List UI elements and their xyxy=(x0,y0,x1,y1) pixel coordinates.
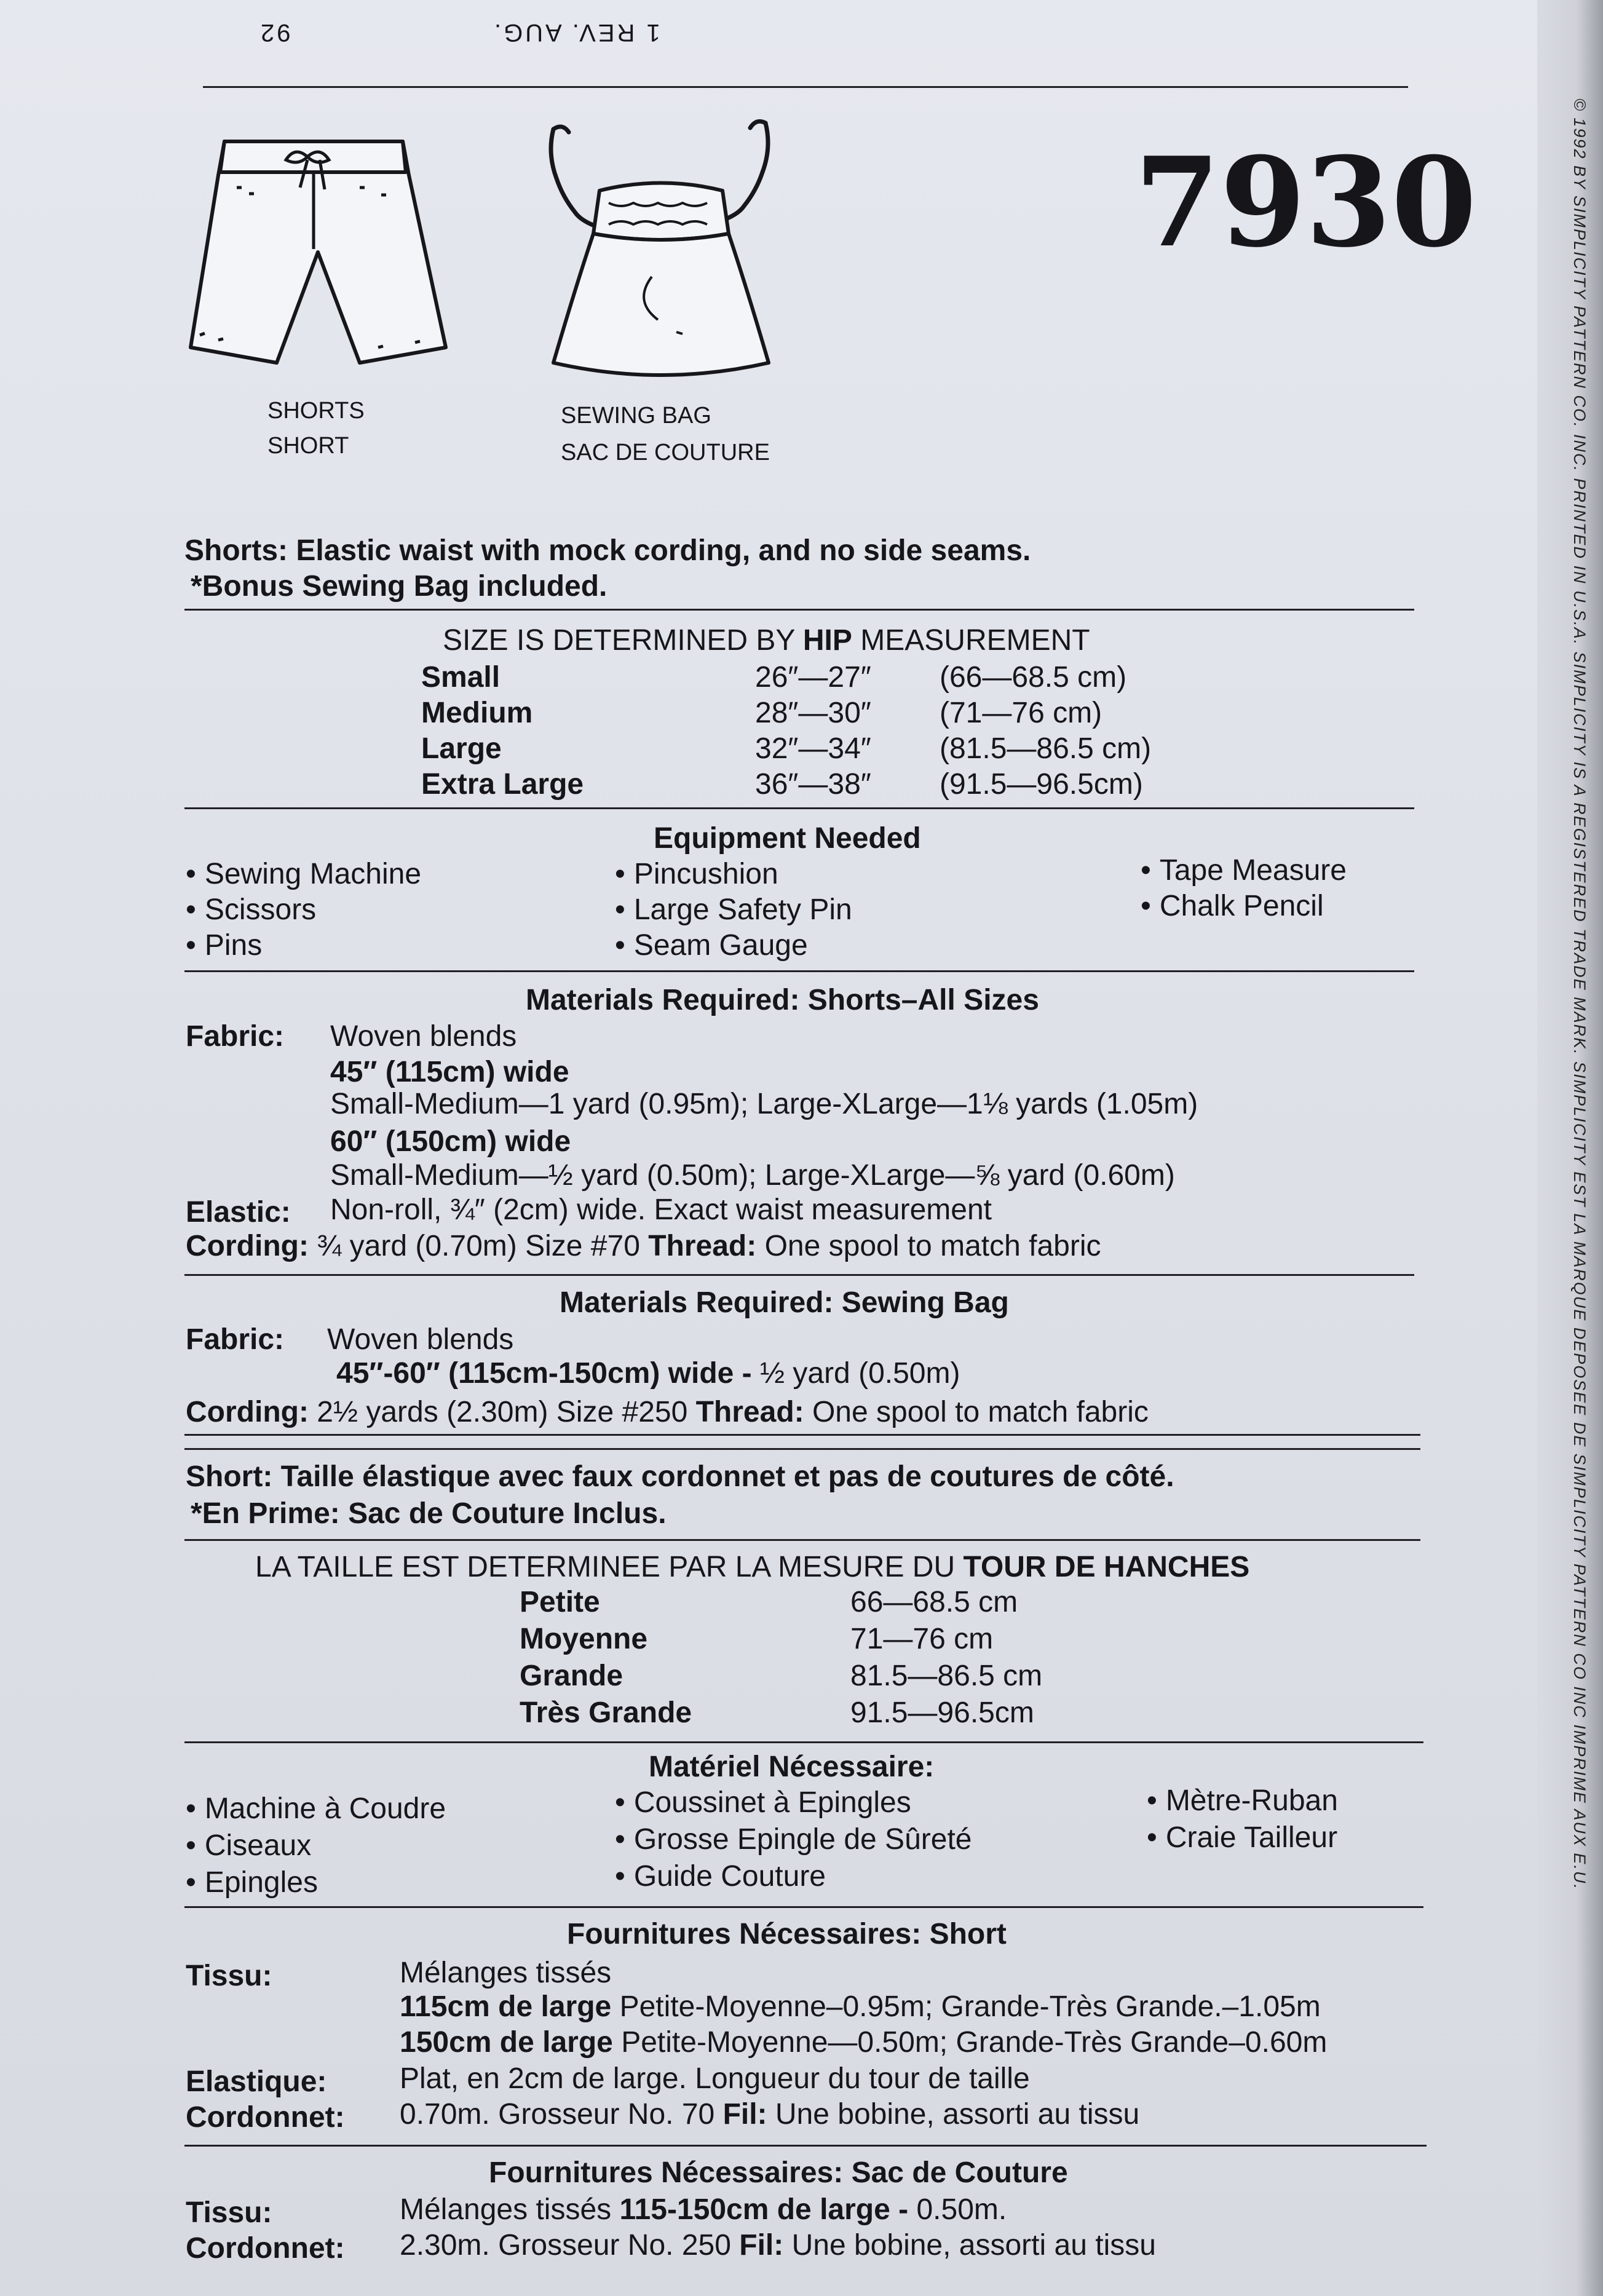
size-cm: (91.5—96.5cm) xyxy=(940,768,1143,801)
cordonnet-line: 0.70m. Grosseur No. 70 Fil: Une bobine, assorti au tissu xyxy=(400,2098,1140,2131)
bonus-note-fr: *En Prime: Sac de Couture Inclus. xyxy=(191,1497,667,1530)
section-rule xyxy=(184,2145,1427,2147)
bag-materials-heading-fr: Fournitures Nécessaires: Sac de Couture xyxy=(489,2156,1068,2189)
equipment-item: • Pins xyxy=(186,931,262,960)
bag-fabric-type: Woven blends xyxy=(327,1323,514,1356)
cordonnet-label: Cordonnet: xyxy=(186,2101,345,2134)
cording-line: Cording: ¾ yard (0.70m) Size #70 Thread: One spool to match fabric xyxy=(186,1230,1101,1262)
fabric-type: Woven blends xyxy=(330,1020,517,1053)
size-heading-en: SIZE IS DETERMINED BY HIP MEASUREMENT xyxy=(443,624,1090,657)
bag-materials-heading-en: Materials Required: Sewing Bag xyxy=(560,1286,1009,1319)
section-rule xyxy=(184,1906,1423,1908)
width-60-yardage: Small-Medium—½ yard (0.50m); Large-XLarge—⅝ yard (0.60m) xyxy=(330,1159,1175,1192)
width-60: 60″ (150cm) wide xyxy=(330,1125,571,1158)
size-name: Medium xyxy=(421,697,533,729)
width-115-line: 115cm de large Petite-Moyenne–0.95m; Grande-Très Grande.–1.05m xyxy=(400,1990,1321,2023)
size-inches: 36″—38″ xyxy=(755,768,871,801)
section-rule xyxy=(184,807,1414,809)
date-code: 92 xyxy=(258,19,291,46)
width-45: 45″ (115cm) wide xyxy=(330,1056,569,1088)
equipment-item: • Seam Gauge xyxy=(615,931,808,960)
section-rule xyxy=(184,1434,1420,1436)
equipment-item: • Epingles xyxy=(186,1868,318,1898)
size-name: Small xyxy=(421,661,501,694)
size-heading-fr: LA TAILLE EST DETERMINEE PAR LA MESURE DU TOUR DE HANCHES xyxy=(255,1551,1250,1583)
elastic-text: Non-roll, ¾″ (2cm) wide. Exact waist measurement xyxy=(330,1194,992,1226)
equipment-item: • Large Safety Pin xyxy=(615,895,852,925)
bag-cording-line: Cording: 2½ yards (2.30m) Size #250 Thread: One spool to match fabric xyxy=(186,1396,1149,1428)
size-name: Très Grande xyxy=(520,1696,692,1729)
equipment-item: • Coussinet à Epingles xyxy=(615,1788,911,1818)
size-name: Extra Large xyxy=(421,768,584,801)
sewing-bag-illustration xyxy=(529,111,787,394)
shorts-caption-fr: SHORT xyxy=(267,433,349,459)
bag-fabric-label: Fabric: xyxy=(186,1323,285,1356)
size-cm: 71—76 cm xyxy=(850,1623,994,1655)
equipment-item: • Guide Couture xyxy=(615,1862,826,1891)
shorts-materials-heading-en: Materials Required: Shorts–All Sizes xyxy=(526,984,1039,1016)
revision-note: 1 REV. AUG. xyxy=(492,19,660,46)
size-name: Large xyxy=(421,732,502,765)
equipment-heading-en: Equipment Needed xyxy=(654,822,921,855)
shorts-caption-en: SHORTS xyxy=(267,398,365,424)
size-inches: 32″—34″ xyxy=(755,732,871,765)
size-name: Moyenne xyxy=(520,1623,648,1655)
section-rule xyxy=(184,609,1414,611)
bag-cordonnet-line: 2.30m. Grosseur No. 250 Fil: Une bobine, assorti au tissu xyxy=(400,2229,1156,2262)
description-fr: Short: Taille élastique avec faux cordonnet et pas de coutures de côté. xyxy=(186,1460,1174,1493)
size-cm: 66—68.5 cm xyxy=(850,1586,1018,1618)
equipment-item: • Craie Tailleur xyxy=(1147,1823,1337,1853)
size-inches: 26″—27″ xyxy=(755,661,871,694)
size-name: Grande xyxy=(520,1660,623,1692)
elastique-label: Elastique: xyxy=(186,2065,327,2098)
equipment-item: • Tape Measure xyxy=(1141,856,1347,885)
tissu-type: Mélanges tissés xyxy=(400,1957,612,1989)
equipment-item: • Sewing Machine xyxy=(186,860,421,889)
pattern-number: 7930 xyxy=(1134,130,1477,275)
size-cm: (66—68.5 cm) xyxy=(940,661,1127,694)
size-cm: 81.5—86.5 cm xyxy=(850,1660,1043,1692)
equipment-item: • Chalk Pencil xyxy=(1141,892,1324,921)
equipment-item: • Grosse Epingle de Sûreté xyxy=(615,1825,972,1855)
bag-cordonnet-label: Cordonnet: xyxy=(186,2232,345,2265)
fabric-label: Fabric: xyxy=(186,1020,285,1053)
bag-tissu-line: Mélanges tissés 115-150cm de large - 0.50m. xyxy=(400,2193,1007,2226)
section-rule xyxy=(184,970,1414,972)
bag-tissu-label: Tissu: xyxy=(186,2196,272,2229)
tissu-label: Tissu: xyxy=(186,1960,272,1992)
equipment-item: • Pincushion xyxy=(615,860,778,889)
section-rule xyxy=(184,1448,1420,1450)
section-rule xyxy=(184,1741,1423,1743)
size-cm: 91.5—96.5cm xyxy=(850,1696,1034,1729)
header-rule xyxy=(203,86,1408,88)
equipment-item: • Ciseaux xyxy=(186,1831,311,1861)
size-cm: (81.5—86.5 cm) xyxy=(940,732,1152,765)
width-45-yardage: Small-Medium—1 yard (0.95m); Large-XLarge—1⅛ yards (1.05m) xyxy=(330,1088,1198,1120)
elastic-label: Elastic: xyxy=(186,1196,291,1229)
size-cm: (71—76 cm) xyxy=(940,697,1102,729)
shorts-illustration xyxy=(157,126,470,384)
bag-caption-fr: SAC DE COUTURE xyxy=(561,440,770,465)
equipment-item: • Machine à Coudre xyxy=(186,1794,446,1824)
equipment-item: • Scissors xyxy=(186,895,316,925)
bag-caption-en: SEWING BAG xyxy=(561,403,711,429)
size-name: Petite xyxy=(520,1586,600,1618)
width-150-line: 150cm de large Petite-Moyenne—0.50m; Grande-Très Grande–0.60m xyxy=(400,2026,1328,2059)
elastique-text: Plat, en 2cm de large. Longueur du tour de taille xyxy=(400,2062,1030,2095)
bonus-note-en: *Bonus Sewing Bag included. xyxy=(191,570,608,603)
copyright-side-text: © 1992 BY SIMPLICITY PATTERN CO. INC. PRINTED IN U.S.A. SIMPLICITY IS A REGISTERED TRADE MARK. SIMPLICITY EST LA MARQUE DEPOSEE DE SIMPLICITY PATTERN CO INC IMPRIME AUX E.U. xyxy=(1570,98,1589,1890)
bag-width-line: 45″-60″ (115cm-150cm) wide - ½ yard (0.50m) xyxy=(336,1357,960,1390)
description-en: Shorts: Elastic waist with mock cording, and no side seams. xyxy=(184,534,1031,567)
section-rule xyxy=(184,1274,1414,1276)
equipment-item: • Mètre-Ruban xyxy=(1147,1786,1338,1816)
equipment-heading-fr: Matériel Nécessaire: xyxy=(649,1751,935,1783)
size-inches: 28″—30″ xyxy=(755,697,871,729)
section-rule xyxy=(184,1539,1420,1541)
shorts-materials-heading-fr: Fournitures Nécessaires: Short xyxy=(567,1918,1007,1950)
